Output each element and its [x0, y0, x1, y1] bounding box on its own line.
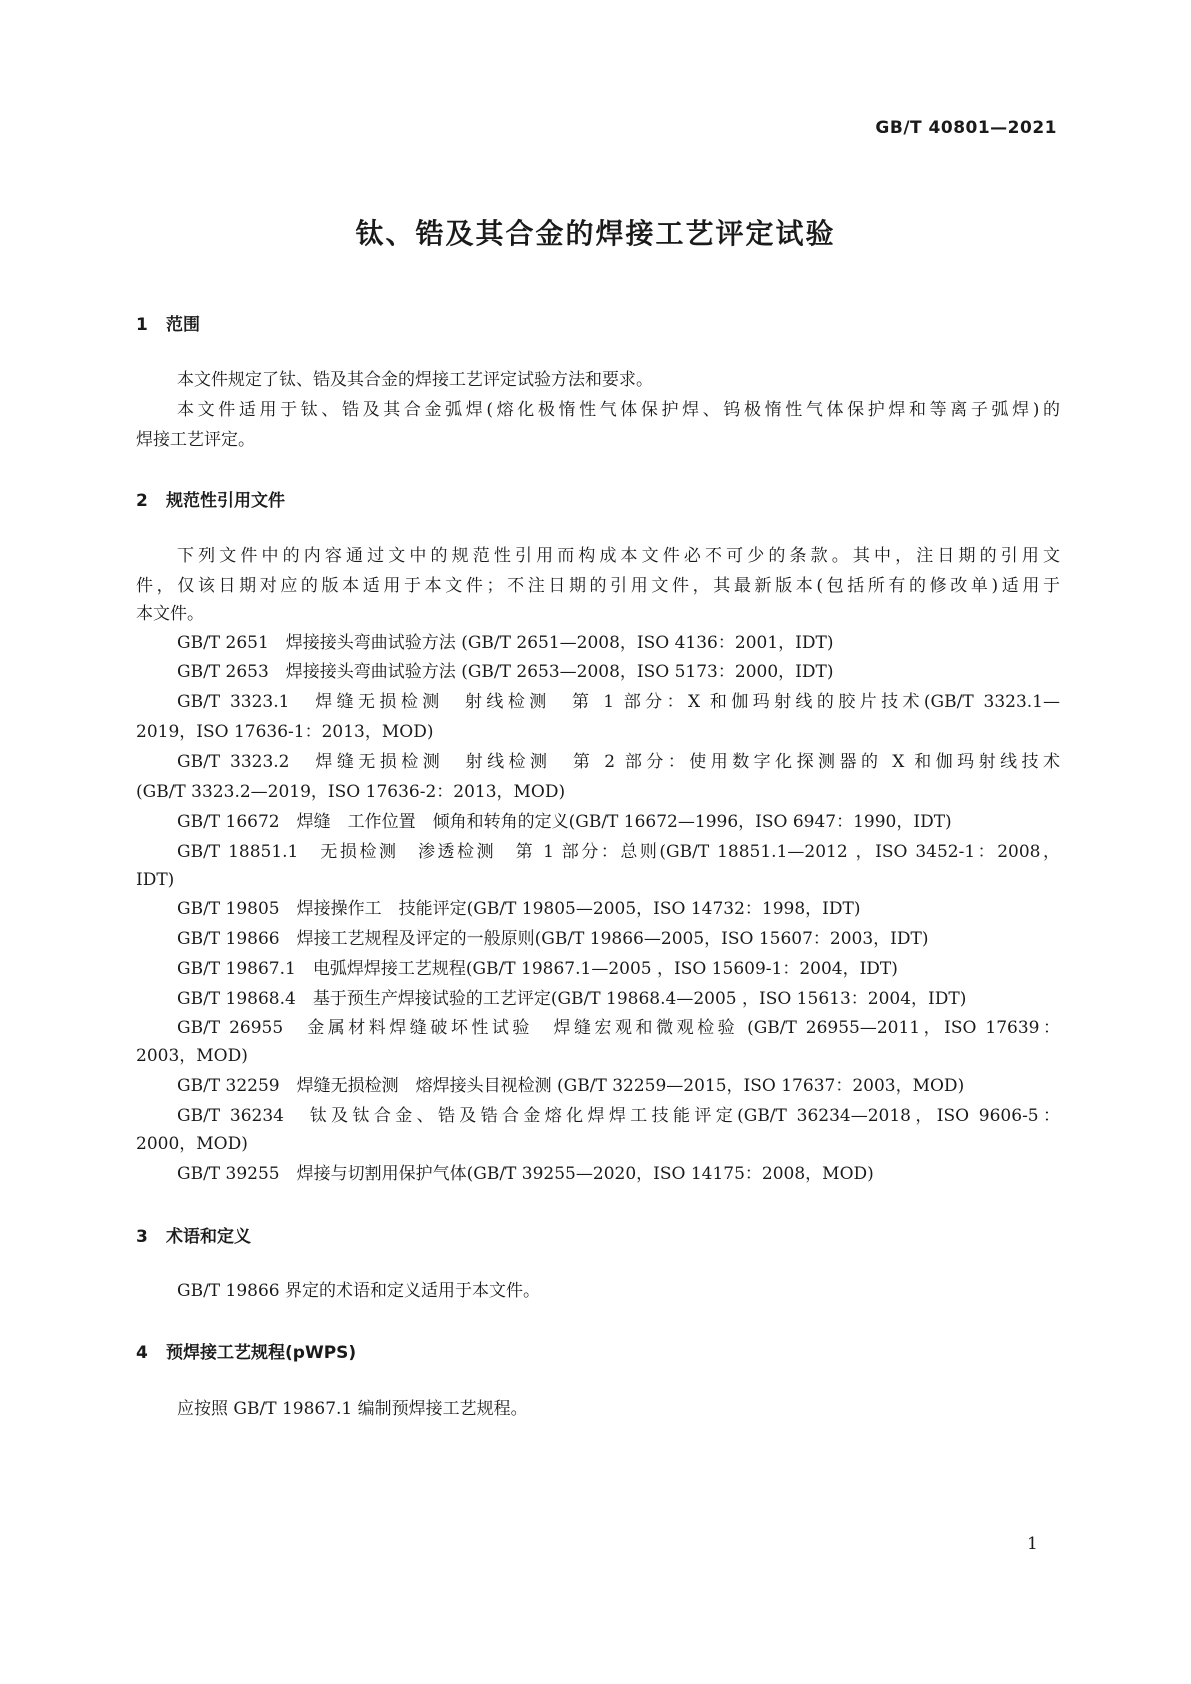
section-heading-1 [136, 310, 200, 335]
reference-item: GB/T 19866 焊接工艺规程及评定的一般原则(GB/T 19866—2005，ISO 15607：2003，IDT) [177, 929, 929, 949]
paragraph-line: GB/T 19866 界定的术语和定义适用于本文件。 [177, 1281, 541, 1301]
paragraph-line: 本文件。 [136, 604, 204, 624]
paragraph-line: 件，仅该日期对应的版本适用于本文件；不注日期的引用文件，其最新版本(包括所有的修改单)适用于 [136, 576, 1060, 596]
reference-item: GB/T 26955 金属材料焊缝破坏性试验 焊缝宏观和微观检验 (GB/T 26955—2011，ISO 17639： [177, 1018, 1060, 1038]
section-title: 术语和定义 [166, 1227, 251, 1247]
reference-item: GB/T 32259 焊缝无损检测 熔焊接头目视检测 (GB/T 32259—2015，ISO 17637：2003，MOD) [177, 1076, 965, 1096]
paragraph-line: 应按照 GB/T 19867.1 编制预焊接工艺规程。 [177, 1399, 528, 1419]
reference-item-cont: 2019，ISO 17636-1：2013，MOD) [136, 722, 434, 742]
section-title: 规范性引用文件 [166, 491, 285, 511]
paragraph-line: 下列文件中的内容通过文中的规范性引用而构成本文件必不可少的条款。其中，注日期的引用文 [177, 546, 1060, 566]
reference-item-cont: 2000，MOD) [136, 1134, 248, 1154]
reference-item: GB/T 16672 焊缝 工作位置 倾角和转角的定义(GB/T 16672—1996，ISO 6947：1990，IDT) [177, 812, 952, 832]
reference-item: GB/T 18851.1 无损检测 渗透检测 第 1 部分：总则(GB/T 18851.1—2012 ，ISO 3452-1：2008， [177, 842, 1060, 862]
section-heading-4 [136, 1338, 356, 1363]
reference-item: GB/T 19805 焊接操作工 技能评定(GB/T 19805—2005，ISO 14732：1998，IDT) [177, 899, 861, 919]
paragraph-line: 本文件规定了钛、锆及其合金的焊接工艺评定试验方法和要求。 [177, 370, 653, 390]
section-number: 3 [136, 1227, 148, 1247]
paragraph-line: 焊接工艺评定。 [136, 430, 255, 450]
section-heading-3 [136, 1222, 251, 1247]
reference-item: GB/T 39255 焊接与切割用保护气体(GB/T 39255—2020，ISO 14175：2008，MOD) [177, 1164, 874, 1184]
reference-item: GB/T 3323.2 焊缝无损检测 射线检测 第 2 部分：使用数字化探测器的 X 和伽玛射线技术 [177, 752, 1060, 772]
reference-item: GB/T 2651 焊接接头弯曲试验方法 (GB/T 2651—2008，ISO 4136：2001，IDT) [177, 633, 834, 653]
page-number: 1 [1027, 1534, 1038, 1554]
paragraph-line: 本文件适用于钛、锆及其合金弧焊(熔化极惰性气体保护焊、钨极惰性气体保护焊和等离子弧焊)的 [177, 400, 1060, 420]
section-number: 4 [136, 1343, 148, 1363]
section-number: 2 [136, 491, 148, 511]
standard-number: GB/T 40801—2021 [875, 118, 1057, 138]
reference-item: GB/T 2653 焊接接头弯曲试验方法 (GB/T 2653—2008，ISO 5173：2000，IDT) [177, 662, 834, 682]
document-title: 钛、锆及其合金的焊接工艺评定试验 [355, 217, 836, 250]
reference-item-cont: (GB/T 3323.2—2019，ISO 17636-2：2013，MOD) [136, 782, 566, 802]
reference-item: GB/T 36234 钛及钛合金、锆及锆合金熔化焊焊工技能评定(GB/T 36234—2018，ISO 9606-5： [177, 1106, 1060, 1126]
section-title: 范围 [166, 315, 200, 335]
reference-item: GB/T 3323.1 焊缝无损检测 射线检测 第 1 部分：X 和伽玛射线的胶片技术(GB/T 3323.1— [177, 692, 1060, 712]
section-heading-2 [136, 486, 285, 511]
reference-item-cont: IDT) [136, 870, 175, 890]
reference-item-cont: 2003，MOD) [136, 1046, 248, 1066]
section-title: 预焊接工艺规程(pWPS) [166, 1343, 357, 1363]
reference-item: GB/T 19868.4 基于预生产焊接试验的工艺评定(GB/T 19868.4—2005 ，ISO 15613：2004，IDT) [177, 989, 967, 1009]
section-number: 1 [136, 315, 148, 335]
reference-item: GB/T 19867.1 电弧焊焊接工艺规程(GB/T 19867.1—2005 ，ISO 15609-1：2004，IDT) [177, 959, 898, 979]
